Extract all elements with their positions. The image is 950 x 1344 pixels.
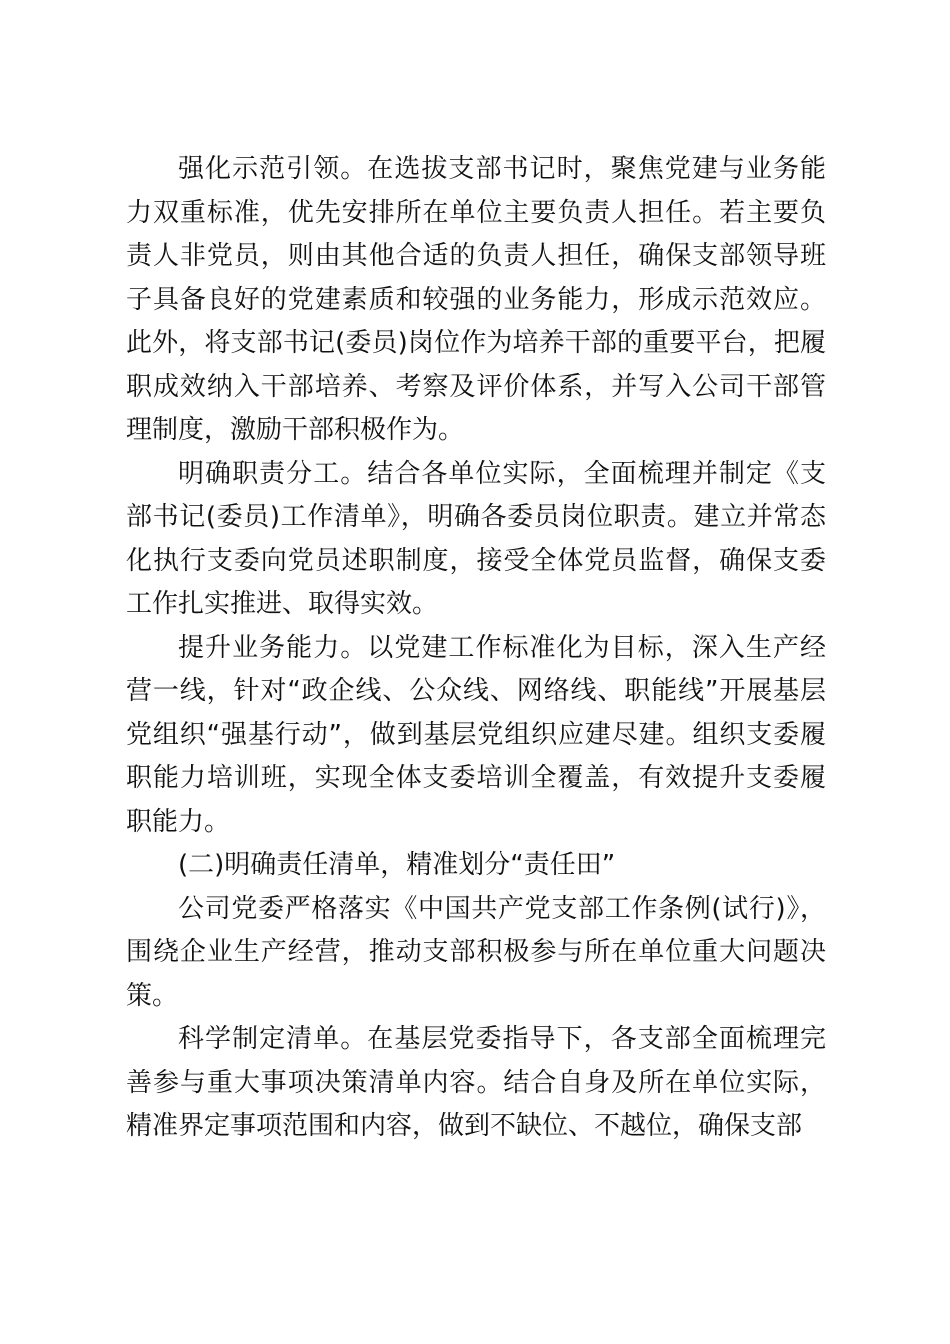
section-heading-responsibility-list: (二)明确责任清单，精准划分“责任田” (178, 850, 616, 880)
paragraph-exemplary-leadership: 强化示范引领。在选拔支部书记时，聚焦党建与业务能力双重标准，优先安排所在单位主要负责人担任。若主要负责人非党员，则由其他合适的负责人担任，确保支部领导班子具备良好的党建素质和较强的业务能力，形成示范效应。此外，将支部书记(委员)岗位作为培养干部的重要平台，把履职成效纳入干部培养、考察及评价体系，并写入公司干部管理制度，激励干部积极作为。 (126, 154, 826, 445)
paragraph-party-committee: 公司党委严格落实《中国共产党支部工作条例(试行)》，围绕企业生产经营，推动支部积极参与所在单位重大问题决策。 (126, 893, 826, 1011)
paragraph-scientific-list: 科学制定清单。在基层党委指导下，各支部全面梳理完善参与重大事项决策清单内容。结合自身及所在单位实际，精准界定事项范围和内容，做到不缺位、不越位，确保支部 (126, 1024, 826, 1141)
paragraph-duty-division: 明确职责分工。结合各单位实际，全面梳理并制定《支部书记(委员)工作清单》，明确各委员岗位职责。建立并常态化执行支委向党员述职制度，接受全体党员监督，确保支委工作扎实推进、取得实效。 (126, 458, 826, 619)
paragraph-business-capability: 提升业务能力。以党建工作标准化为目标，深入生产经营一线，针对“政企线、公众线、网络线、职能线”开展基层党组织“强基行动”，做到基层党组织应建尽建。组织支委履职能力培训班，实现全体支委培训全覆盖，有效提升支委履职能力。 (126, 632, 826, 837)
document-body (126, 148, 826, 1149)
